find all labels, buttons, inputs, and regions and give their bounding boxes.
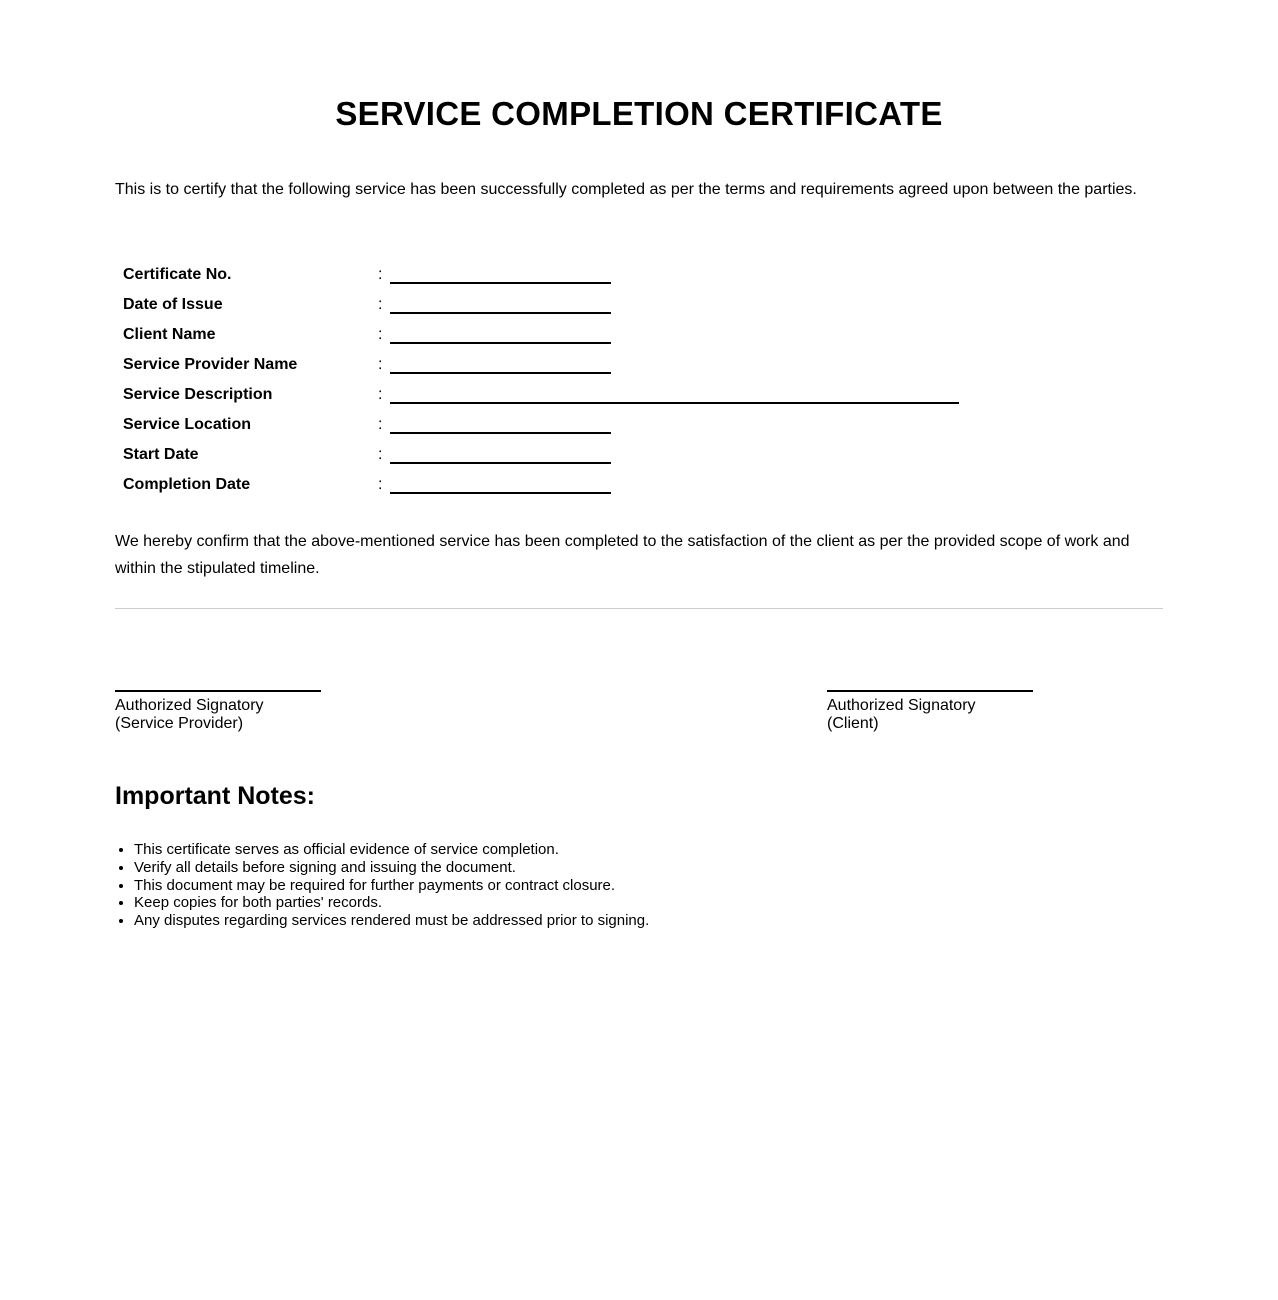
field-row-client-name (123, 320, 1163, 350)
colon-separator: : (378, 446, 383, 463)
colon-separator: : (378, 266, 383, 283)
signature-block-provider (115, 690, 321, 733)
intro-paragraph: This is to certify that the following service has been successfully completed as per the terms and requirements agreed upon between the parties. (115, 181, 1137, 198)
field-row-completion-date (123, 470, 1163, 500)
provider-signature-line (115, 690, 321, 692)
date-of-issue-blank-line (390, 297, 611, 314)
client-signatory-title: Authorized Signatory (827, 697, 976, 714)
provider-signatory-subtitle: (Service Provider) (115, 715, 244, 732)
section-divider (115, 608, 1163, 609)
colon-separator: : (378, 296, 383, 313)
field-label-certificate-no: Certificate No. (123, 266, 232, 283)
field-label-client-name: Client Name (123, 326, 216, 343)
field-label-service-location: Service Location (123, 416, 252, 433)
field-row-start-date (123, 440, 1163, 470)
field-label-date-of-issue: Date of Issue (123, 296, 223, 313)
document-title: SERVICE COMPLETION CERTIFICATE (335, 95, 943, 132)
field-row-date-of-issue (123, 290, 1163, 320)
note-item: • Verify all details before signing and issuing the document. (134, 859, 1163, 877)
field-label-start-date: Start Date (123, 446, 199, 463)
start-date-blank-line (390, 447, 611, 464)
client-signature-line (827, 690, 1033, 692)
note-item: • This certificate serves as official evidence of service completion. (134, 841, 1163, 859)
signature-block-client (827, 690, 1033, 733)
client-name-blank-line (390, 327, 611, 344)
provider-signatory-title: Authorized Signatory (115, 697, 264, 714)
completion-date-blank-line (390, 477, 611, 494)
service-provider-name-blank-line (390, 357, 611, 374)
colon-separator: : (378, 416, 383, 433)
note-item: • Any disputes regarding services rendered must be addressed prior to signing. (134, 912, 1163, 930)
colon-separator: : (378, 386, 383, 403)
field-label-service-provider-name: Service Provider Name (123, 356, 298, 373)
important-notes-heading: Important Notes: (115, 782, 315, 810)
client-signatory-subtitle: (Client) (827, 715, 879, 732)
field-row-service-description (123, 380, 1163, 410)
colon-separator: : (378, 476, 383, 493)
fields-section (115, 260, 1163, 500)
field-label-completion-date: Completion Date (123, 476, 251, 493)
note-item: • This document may be required for further payments or contract closure. (134, 877, 1163, 895)
colon-separator: : (378, 326, 383, 343)
signatures-section (115, 690, 1163, 733)
service-description-blank-line (390, 387, 959, 404)
important-notes-list (115, 841, 1163, 930)
note-item: • Keep copies for both parties' records. (134, 894, 1163, 912)
certificate-no-blank-line (390, 267, 611, 284)
field-row-service-provider-name (123, 350, 1163, 380)
colon-separator: : (378, 356, 383, 373)
field-label-service-description: Service Description (123, 386, 273, 403)
field-row-service-location (123, 410, 1163, 440)
confirmation-paragraph: We hereby confirm that the above-mentioned service has been completed to the satisfaction of the client as per the provided scope of work and within the stipulated timeline. (115, 533, 1130, 577)
service-location-blank-line (390, 417, 611, 434)
field-row-certificate-no (123, 260, 1163, 290)
